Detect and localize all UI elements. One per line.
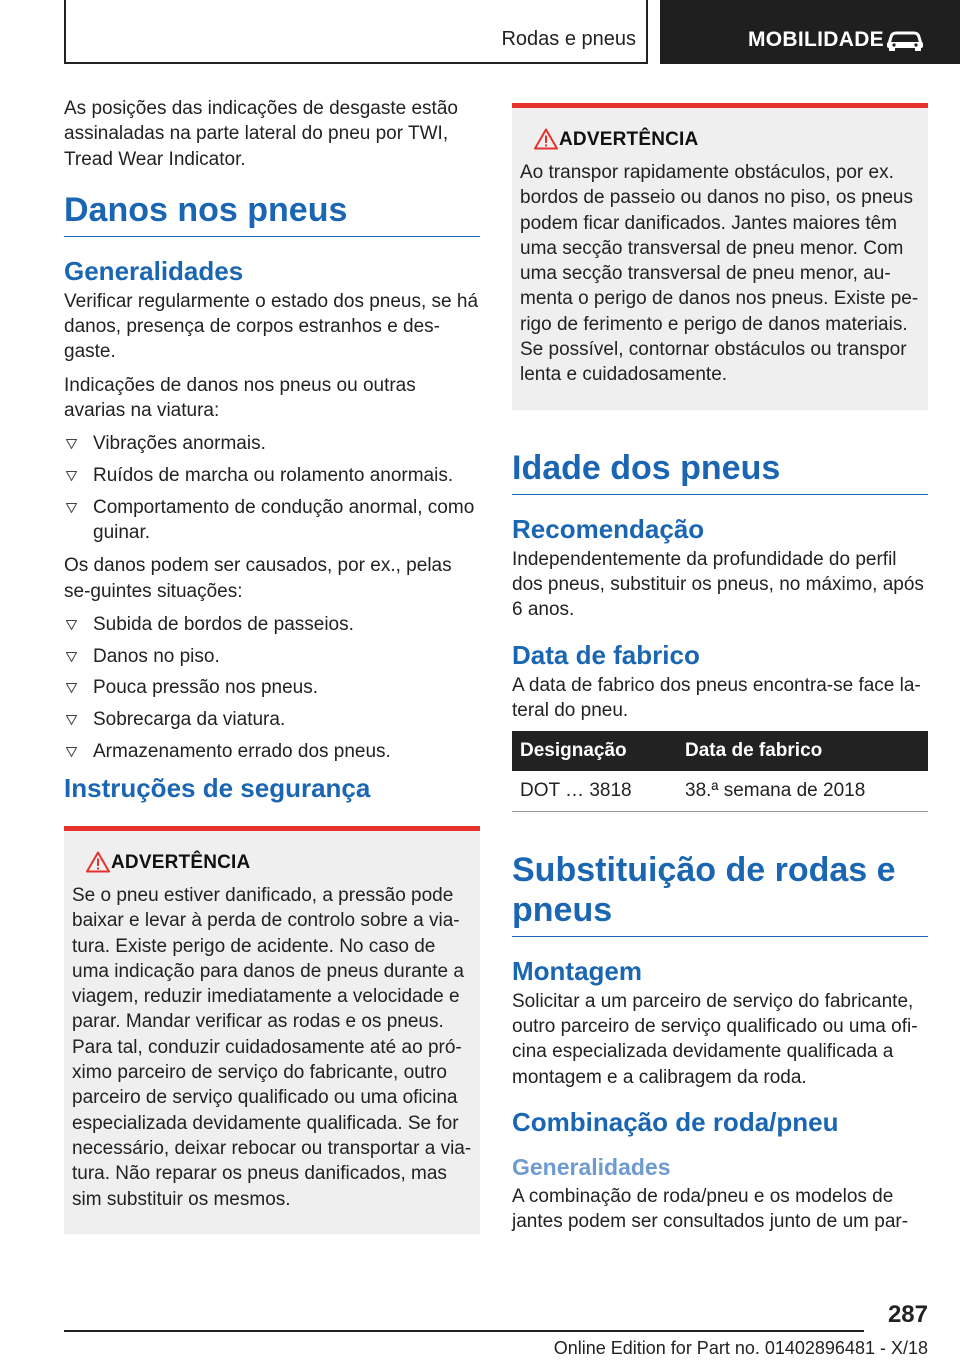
warning-header	[72, 851, 472, 877]
triangle-bullet-icon	[66, 652, 77, 662]
causes-list	[64, 612, 480, 764]
warning-text: Se o pneu estiver danificado, a pressão pode baixar e levar à perda de controlo sobre a via-tura. Existe perigo de acidente. No caso de uma indicação para danos de pneus durante a viagem, reduzir imediatamente a velocidade e parar. Mandar verificar as rodas e os pneus. Para tal, conduzir cuidadosamente até ao pró-ximo parceiro de serviço do fabricante, outro parceiro de serviço qualificado ou uma oficina especializada devidamente qualificada. Se for necessário, deixar rebocar ou transportar a via-tura. Não reparar os pneus danificados, mas sim substituir os mesmos.	[72, 884, 472, 1210]
triangle-bullet-icon	[66, 715, 77, 725]
heading-wheel-tire-combination: Combinação de roda/pneu	[512, 1106, 839, 1137]
table-row	[512, 771, 928, 811]
list-item-text: Subida de bordos de passeios.	[93, 613, 354, 635]
list-item	[64, 644, 480, 669]
page-number: 287	[887, 1301, 928, 1328]
footer-edition: Online Edition for Part no. 01402896481 - X/18	[553, 1338, 928, 1358]
causes-paragraph: Os danos podem ser causados, por ex., pelas se-guintes situações:	[64, 555, 452, 602]
header-bottom-rule	[64, 62, 648, 64]
list-item	[64, 495, 480, 546]
triangle-bullet-icon	[66, 620, 77, 630]
recommendation-paragraph: Independentemente da profundidade do perfil dos pneus, substituir os pneus, no máximo, após 6 anos.	[512, 548, 924, 621]
list-item	[64, 463, 480, 488]
intro-paragraph: As posições das indicações de desgaste estão assinaladas na parte lateral do pneu por TWI, Tread Wear Indicator.	[64, 98, 458, 170]
car-icon	[885, 28, 925, 52]
heading-manufacture-date: Data de fabrico	[512, 639, 700, 670]
triangle-bullet-icon	[66, 439, 77, 449]
list-item-text: Vibrações anormais.	[93, 433, 266, 455]
warning-triangle-icon	[86, 851, 110, 873]
check-paragraph: Verificar regularmente o estado dos pneus, se há danos, presença de corpos estranhos e des-gaste.	[64, 290, 479, 363]
warning-box	[512, 103, 928, 410]
header-chapter-label: MOBILIDADE	[748, 28, 884, 51]
heading-replacement: Substituição de rodas e pneus	[512, 850, 928, 937]
list-item-text: Ruídos de marcha ou rolamento anormais.	[93, 465, 454, 487]
table-header-row	[512, 731, 928, 771]
footer-rule	[64, 1330, 864, 1332]
mounting-paragraph: Solicitar a um parceiro de serviço do fabricante, outro parceiro de serviço qualificado ou uma ofi-cina especializada devidamente qualificada a montagem e a calibragem da roda.	[512, 990, 918, 1088]
triangle-bullet-icon	[66, 747, 77, 757]
warning-text: Ao transpor rapidamente obstáculos, por ex. bordos de passeio ou danos no piso, os pneus podem ficar danificados. Jantes maiores têm uma secção transversal de pneu menor. Com uma secção transversal de pneu menor, au-menta o perigo de danos nos pneus. Existe pe-rigo de ferimento e perigo de danos materiais. Se possível, contornar obstáculos ou transpor lenta e cuidadosamente.	[520, 162, 919, 386]
triangle-bullet-icon	[66, 503, 77, 513]
list-item-text: Danos no piso.	[93, 645, 220, 667]
heading-recommendation: Recomendação	[512, 513, 705, 544]
list-item-text: Comportamento de condução anormal, como guinar.	[93, 496, 475, 544]
combination-paragraph: A combinação de roda/pneu e os modelos de jantes podem ser consultados junto de um par-	[512, 1185, 909, 1233]
table-header-date: Data de fabrico	[677, 731, 928, 771]
header-divider	[646, 0, 648, 64]
warning-title: ADVERTÊNCIA	[559, 129, 699, 150]
list-item	[64, 675, 480, 700]
right-column	[512, 103, 928, 1242]
indications-paragraph: Indicações de danos nos pneus ou outras avarias na viatura:	[64, 374, 416, 422]
heading-tire-damage: Danos nos pneus	[64, 190, 480, 237]
heading-general: Generalidades	[64, 255, 244, 286]
table-header-designation: Designação	[512, 731, 677, 771]
warning-title: ADVERTÊNCIA	[111, 851, 251, 873]
heading-combination-general: Generalidades	[512, 1153, 671, 1180]
heading-safety: Instruções de segurança	[64, 772, 371, 803]
heading-mounting: Montagem	[512, 955, 642, 986]
triangle-bullet-icon	[66, 471, 77, 481]
warning-triangle-icon	[534, 128, 558, 150]
list-item-text: Armazenamento errado dos pneus.	[93, 740, 391, 762]
list-item-text: Sobrecarga da viatura.	[93, 709, 286, 730]
list-item	[64, 739, 480, 764]
triangle-bullet-icon	[66, 683, 77, 693]
manufacture-date-paragraph: A data de fabrico dos pneus encontra-se face la-teral do pneu.	[512, 674, 921, 721]
list-item-text: Pouca pressão nos pneus.	[93, 677, 318, 699]
indications-list	[64, 431, 480, 545]
list-item	[64, 707, 480, 732]
list-item	[64, 612, 480, 637]
heading-tire-age: Idade dos pneus	[512, 448, 928, 495]
table-cell: DOT … 3818	[512, 771, 677, 811]
manufacture-date-table	[512, 731, 928, 812]
header-chapter-tab	[660, 0, 960, 64]
table-cell: 38.ª semana de 2018	[677, 771, 928, 811]
header-section-title: Rodas e pneus	[501, 28, 636, 50]
warning-header	[520, 128, 920, 154]
left-column	[64, 96, 480, 1234]
warning-box	[64, 826, 480, 1234]
list-item	[64, 431, 480, 456]
